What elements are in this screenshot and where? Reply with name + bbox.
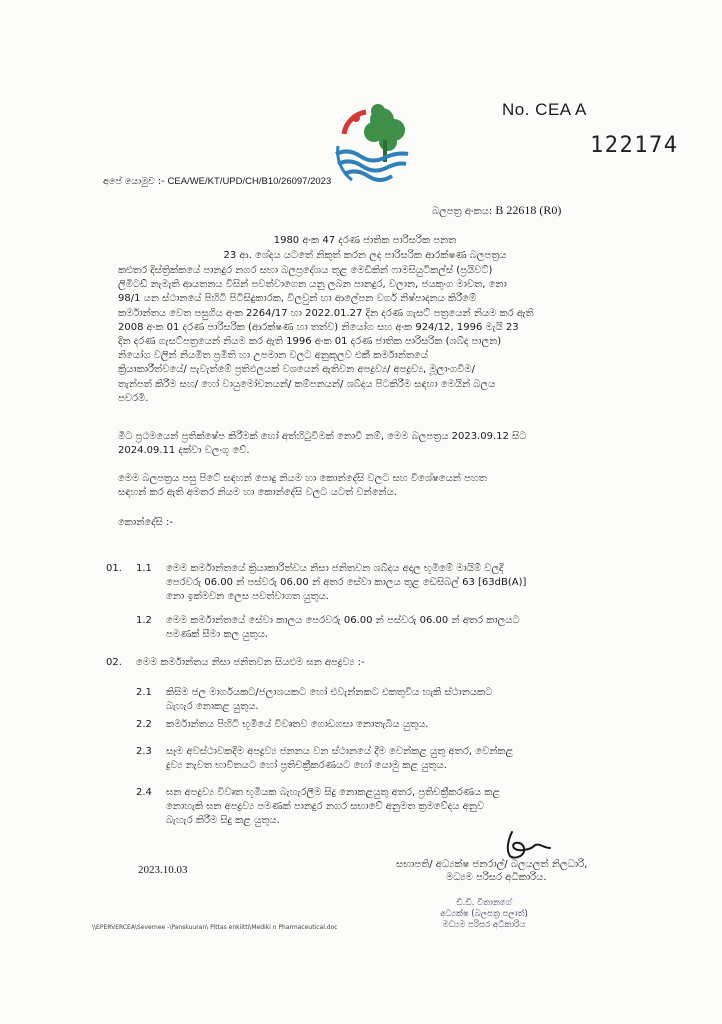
- condition-02-number: 02.: [106, 657, 122, 668]
- p1-line: ක්‍රියාකාරීත්වයේ/ පැවැත්මේ ප්‍රතිඵලයක් වශයෙන් ඇතිවන අපද්‍රව්‍ය/ අපද්‍රව්‍ය, මූලාංගවීම/: [118, 364, 475, 376]
- license-no-value: B 22618 (R0): [495, 203, 562, 217]
- file-path: \\EPERVERCEA\Severnee -\Panskuuran\ Pittas enkiitti\Mediki n Pharmaceutical.doc: [92, 924, 338, 931]
- p1-line: 98/1 යන ස්ථානයේ පිහිටි පිටිසිදුකාරක, විලවුන් හා ආලේපන වර්ග නිෂ්පාදනය කිරීමේ: [118, 293, 477, 305]
- condition-line: ඝන අපද්‍රව්‍ය විවෘත භූමියක බැහැරලීම සිදු නොකළයුතු අතර, ප්‍රතිචක්‍රීකරණය කළ: [166, 787, 501, 798]
- signatory-line-2: මධ්‍යම පරිසර අධිකාරිය.: [446, 872, 547, 883]
- condition-line: කිසිම ජල මාර්ගයකට/ජලාශයකට හෝ එවැන්නකට එකතුවිය හැකි ස්ථානයකට: [166, 687, 493, 698]
- p1-line: පවරමි.: [118, 392, 149, 404]
- stamp-title: අධ්‍යක්ෂ (බලපත්‍ර පලාත්): [440, 909, 528, 919]
- p1-line: කර්මාන්තය වෙත පසුගිය අංක 2264/17 හා 2022.01.27 දින දරණ ගැසට් පත්‍රයෙන් නියම කර ඇති: [118, 307, 534, 319]
- stamp-name: ඩී.ඩී. විතානගේ: [456, 898, 512, 908]
- condition-2-4-text: [166, 786, 636, 828]
- cea-logo: [328, 96, 418, 188]
- condition-2-2-number: 2.2: [136, 719, 152, 730]
- condition-02-text: මෙම කර්මාන්තය නිසා ජනිතවන සියළුම ඝන අපද්‍රව්‍ය :-: [136, 657, 365, 668]
- license-no-label: බලපත්‍ර අංකය:: [432, 206, 493, 217]
- condition-2-4-number: 2.4: [136, 787, 152, 798]
- serial-number: 122174: [590, 133, 679, 158]
- condition-2-1-text: [166, 686, 636, 714]
- p2-line: මීට ප්‍රථමයෙන් ප්‍රතික්ෂේප කිරීමක් හෝ අත්හිටුවීමක් නොවී නම්, මෙම බලපත්‍රය 2023.09.12 සිට: [118, 431, 527, 442]
- condition-01-number: 01.: [106, 563, 122, 574]
- condition-line: ද්‍රව්‍ය නැවත භාවිතයට හෝ ප්‍රතිචක්‍රීකරණයට හෝ යොමු කළ යුතුය.: [166, 760, 447, 771]
- license-number: [432, 204, 561, 218]
- p1-line: නියෝග වලින් නියමිත ප්‍රමිති හා උපමාන වලට අනුකූලව එකී කර්මාන්තයේ: [118, 350, 428, 362]
- condition-1-2-text: [166, 614, 636, 642]
- condition-line: මෙම කර්මාන්තයේ ක්‍රියාකාරිත්වය නිසා ජනිතවන ශබ්දය අදාල භූමිමේ මායිම් වලදී: [166, 563, 504, 574]
- cea-logo-icon: [328, 96, 418, 188]
- stamp-org: මධ්‍යම පරිසර අධිකාරිය: [442, 920, 526, 930]
- condition-1-1-text: [166, 562, 636, 604]
- p1-line: තැන්පත් කිරීම සහ/ හෝ වායුමෝචනයන්/ කම්පනයන්/ ශබ්දය පිටකිරීම සඳහා මෙයින් බලය: [118, 378, 496, 390]
- p1-line: 2008 අංක 01 දරණ පාරිසරික (ආරක්ෂණ හා තත්ව) නියෝග සහ අංක 924/12, 1996 මැයි 23: [118, 321, 519, 333]
- conditions-intro: [118, 472, 638, 500]
- our-reference: [103, 175, 331, 188]
- title-line-1: 1980 අංක 47 දරණ ජාතික පාරිසරික පනත: [273, 235, 457, 246]
- p1-line: කළුතර දිස්ත්‍රික්කයේ පානදුර නගර සභා බලප්‍රදේශය තුළ මෙඩිකින් ෆාමසියුටිකල්ස් (ප්‍රයිවට්): [118, 265, 493, 276]
- condition-line: බැහැර නොකළ යුතුය.: [166, 701, 259, 712]
- p1-line: ලිමිටඩ් නැමැති ආයතනය විසින් පවත්වාගෙන යනු ලබන පානදුර, වලාන, ජයකුංග මාවත, නො: [118, 279, 507, 291]
- p3-line: මෙම බලපත්‍රය පසු පිටේ සඳහන් පොදු නියම හා කොන්දේසි වලට සහ විශේෂයෙන් පහත: [118, 473, 487, 484]
- condition-2-1-number: 2.1: [136, 687, 152, 698]
- p3-line: සඳහන් කර ඇති අමතර නියම හා කොන්දේසි වලට යටත් වන්නේය.: [118, 487, 397, 499]
- condition-line: මෙම කර්මාන්තයේ සේවා කාලය පෙරවරු 06.00 න් පස්වරු 06.00 න් අතර කාලයට: [166, 615, 520, 626]
- stamp-number: No. CEA A: [502, 100, 587, 119]
- condition-line: නොහැකි ඝන අපද්‍රව්‍ය පමණක් පානදුර නගර සභාවේ අනුමත ක්‍රමවේදය අනුව: [166, 801, 485, 812]
- our-ref-label: අපේ යොමුව :-: [103, 176, 165, 187]
- signatory-line-1: සභාපති/ අධ්‍යක්ෂ ජනරාල්/ බලයලත් නිලධාරි,: [396, 859, 588, 870]
- condition-1-2-number: 1.2: [136, 615, 152, 626]
- document-title: [150, 234, 580, 262]
- p1-line: දින දරණ ගැසට්පත්‍රයෙන් නියම කර ඇති 1996 අංක 01 දරණ ජාතික පාරිසරික (ශබ්ද පාලන): [118, 336, 502, 348]
- title-line-2: 23 ආ. ශේදය යටතේ නිකුත් කරන ලද පාරිසරික ආරක්ෂණ බලපත්‍රය: [223, 250, 507, 261]
- official-stamp: [414, 898, 554, 931]
- conditions-heading: කොන්දේසි :-: [118, 517, 173, 528]
- condition-line: පමණක් සීමා කල යුතුය.: [166, 629, 268, 640]
- paragraph-1: [118, 264, 638, 406]
- condition-2-2-text: කර්මාන්තය පිහිටි භූමියේ විවෘතව ගොඩගසා නොතැබිය යුතුය.: [166, 719, 429, 730]
- condition-2-3-number: 2.3: [136, 746, 152, 757]
- condition-line: නො ඉක්මවන ලෙස පවත්වාගත යුතුය.: [166, 591, 329, 602]
- p2-line: 2024.09.11 දක්වා වලංගු වේ.: [118, 445, 250, 457]
- condition-2-3-text: [166, 745, 636, 773]
- condition-line: බැහැර කිරීම සිදු කළ යුතුය.: [166, 815, 280, 826]
- our-ref-value: CEA/WE/KT/UPD/CH/B10/26097/2023: [167, 176, 332, 187]
- condition-line: සෑම අවස්ථාවකදීම අපද්‍රව්‍ය ජනනය වන ස්ථානයේ දීම වෙන්කළ යුතු අතර, වෙන්කළ: [166, 746, 514, 757]
- validity-paragraph: [118, 430, 638, 458]
- signatory-block: [396, 858, 587, 884]
- issue-date: 2023.10.03: [138, 864, 188, 876]
- condition-1-1-number: 1.1: [136, 563, 152, 574]
- condition-line: පෙරවරු 06.00 න් පස්වරු 06.00 න් අතර සේවා කාලය තුළ ඩෙසිබල් 63 [63dB(A)]: [166, 577, 527, 588]
